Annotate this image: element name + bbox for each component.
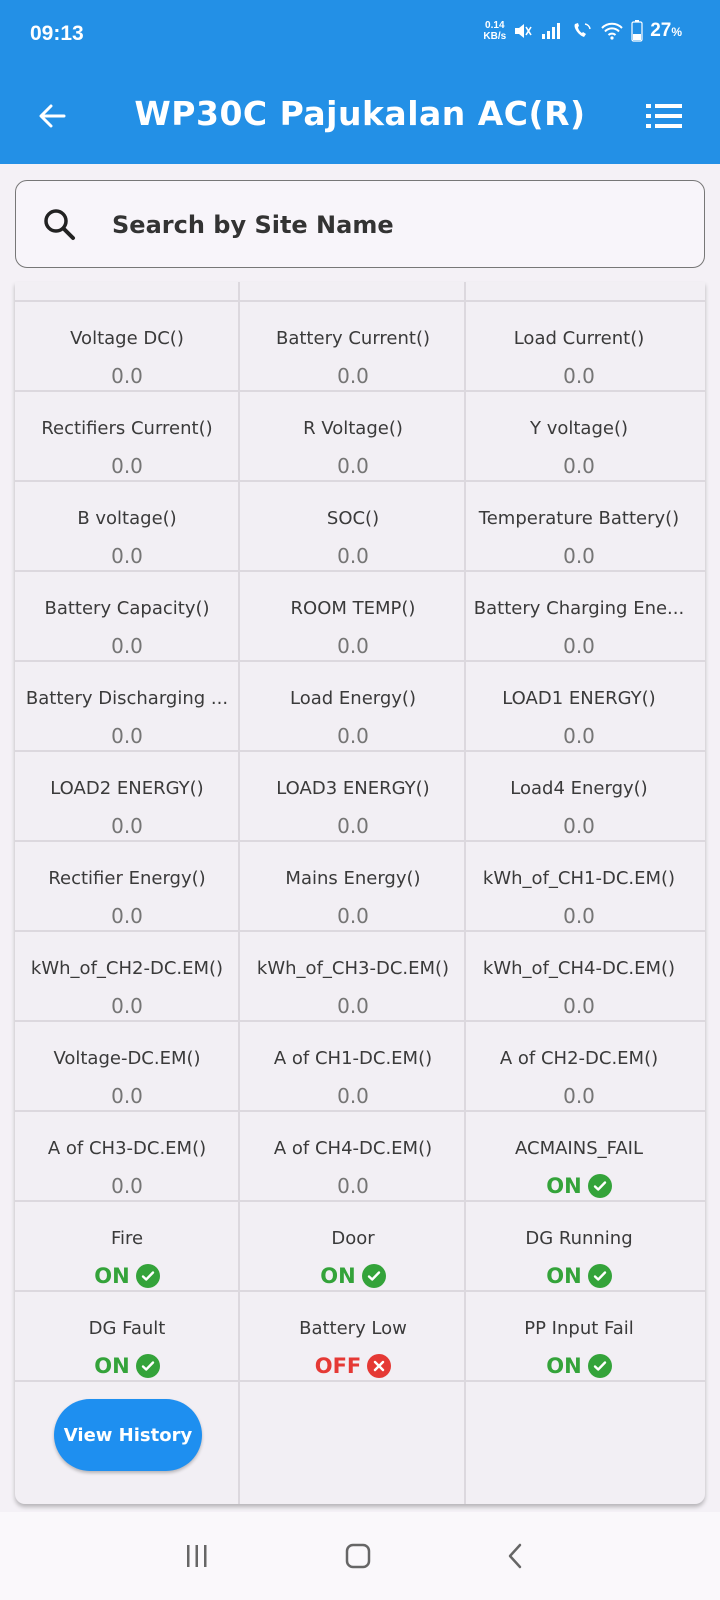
reading-label: PP Input Fail [524,1318,634,1339]
reading-cell [15,662,239,754]
reading-value-text: 0.0 [111,544,143,568]
reading-label: kWh_of_CH2-DC.EM() [30,958,224,979]
reading-value-text: 0.0 [111,1174,143,1198]
reading-value [111,814,143,838]
app-bar [0,0,720,164]
reading-value-text: 0.0 [337,904,369,928]
system-nav-bar [0,1512,720,1600]
reading-label: Mains Energy() [285,868,421,889]
reading-value [111,634,143,658]
reading-value-text: 0.0 [563,364,595,388]
reading-cell [15,842,239,934]
reading-label: Load4 Energy() [510,778,648,799]
reading-cell [15,1112,239,1204]
reading-cell [241,932,465,1024]
reading-value [337,544,369,568]
reading-label: kWh_of_CH4-DC.EM() [482,958,676,979]
reading-label: Battery Low [299,1318,407,1339]
reading-cell [467,1112,691,1204]
reading-value-text: 0.0 [111,364,143,388]
reading-label: Voltage DC() [70,328,184,349]
mute-icon [513,21,533,41]
reading-value [111,904,143,928]
search-icon [40,205,80,245]
reading-value [111,724,143,748]
reading-label: LOAD2 ENERGY() [50,778,204,799]
reading-label: Battery Capacity() [44,598,210,619]
reading-value-text: 0.0 [111,814,143,838]
reading-label: A of CH3-DC.EM() [47,1138,207,1159]
wifi-icon [600,21,624,41]
reading-value [111,1174,143,1198]
reading-value [111,544,143,568]
reading-value-text: 0.0 [337,454,369,478]
reading-cell [15,932,239,1024]
reading-label: A of CH2-DC.EM() [499,1048,659,1069]
network-speed [483,20,506,42]
reading-value-text: 0.0 [337,634,369,658]
menu-button[interactable] [644,100,684,132]
reading-value-text: 0.0 [563,634,595,658]
reading-label: Temperature Battery() [478,508,680,529]
reading-label: Y voltage() [529,418,628,439]
reading-label: Fire [110,1228,144,1249]
check-circle-icon [362,1264,386,1288]
reading-label: ACMAINS_FAIL [515,1138,643,1159]
reading-value [337,904,369,928]
reading-cell [467,1202,691,1294]
reading-value-text: 0.0 [563,544,595,568]
list-menu-icon [646,103,682,129]
reading-value-text: 0.0 [563,904,595,928]
reading-value-text: 0.0 [563,454,595,478]
reading-cell [467,1292,691,1384]
reading-cell [241,1112,465,1204]
reading-cell [15,752,239,844]
check-circle-icon [588,1354,612,1378]
reading-label: A of CH1-DC.EM() [273,1048,433,1069]
status-time: 09:13 [30,22,84,45]
reading-label: Voltage-DC.EM() [53,1048,201,1069]
network-speed-value: 0.14 [485,20,505,31]
reading-cell [467,662,691,754]
reading-label: ROOM TEMP() [290,598,416,619]
view-history-button[interactable]: View History [54,1399,202,1471]
reading-cell [241,1292,465,1384]
reading-value-text: 0.0 [563,994,595,1018]
reading-label: kWh_of_CH1-DC.EM() [482,868,676,889]
reading-value [563,364,595,388]
reading-value-text: 0.0 [111,724,143,748]
reading-cell [241,752,465,844]
reading-value [337,724,369,748]
reading-value-text: 0.0 [337,544,369,568]
reading-label: Battery Current() [276,328,430,349]
reading-value-text: 0.0 [563,724,595,748]
reading-label: B voltage() [77,508,177,529]
reading-cell [467,572,691,664]
status-value [546,1174,611,1198]
battery-percent [650,20,682,42]
reading-value [563,454,595,478]
reading-value [563,904,595,928]
search-input[interactable] [112,207,672,243]
reading-cell [15,1022,239,1114]
reading-label: A of CH4-DC.EM() [273,1138,433,1159]
reading-value [111,364,143,388]
reading-value-text: 0.0 [337,814,369,838]
status-text: ON [546,1174,582,1198]
reading-label: Load Energy() [290,688,416,709]
reading-cell [241,392,465,484]
reading-cell [241,842,465,934]
recents-icon [182,1541,212,1571]
status-value [94,1354,159,1378]
reading-cell [241,482,465,574]
reading-value-text: 0.0 [563,814,595,838]
reading-cell [15,482,239,574]
status-icons [483,20,682,42]
reading-cell [241,302,465,394]
reading-label: DG Fault [88,1318,166,1339]
reading-cell [241,1202,465,1294]
reading-label: Door [331,1228,375,1249]
reading-cell [15,572,239,664]
reading-cell [467,482,691,574]
status-text: ON [546,1264,582,1288]
recents-button[interactable] [175,1534,219,1578]
reading-value [563,994,595,1018]
battery-icon [631,20,643,42]
reading-value [563,1084,595,1108]
reading-cell [241,662,465,754]
reading-cell [467,302,691,394]
status-text: ON [94,1264,130,1288]
reading-label: Rectifier Energy() [48,868,206,889]
reading-value [563,544,595,568]
reading-value [337,814,369,838]
reading-value-text: 0.0 [111,454,143,478]
check-circle-icon [136,1264,160,1288]
reading-label: SOC() [326,508,380,529]
check-circle-icon [588,1264,612,1288]
reading-cell [467,932,691,1024]
reading-value [563,724,595,748]
reading-value [337,454,369,478]
reading-value-text: 0.0 [111,634,143,658]
reading-value [563,634,595,658]
search-box[interactable] [15,180,705,268]
reading-value [337,364,369,388]
status-text: OFF [314,1354,362,1378]
reading-cell [15,1202,239,1294]
reading-value-text: 0.0 [563,1084,595,1108]
page-title: WP30C Pajukalan AC(R) [134,94,586,133]
reading-cell [467,1022,691,1114]
reading-value [111,1084,143,1108]
reading-value-text: 0.0 [337,994,369,1018]
reading-cell [241,572,465,664]
reading-label: Battery Discharging ... [25,688,229,709]
status-value [546,1354,611,1378]
check-circle-icon [136,1354,160,1378]
signal-icon [540,21,564,41]
reading-value-text: 0.0 [337,364,369,388]
readings-card [15,282,705,1504]
reading-label: Battery Charging Ene... [473,598,685,619]
reading-value [337,1084,369,1108]
reading-cell [15,302,239,394]
reading-cell [15,1292,239,1384]
x-circle-icon [367,1354,391,1378]
reading-cell [241,1022,465,1114]
reading-value [563,814,595,838]
reading-value [337,1174,369,1198]
reading-value-text: 0.0 [111,904,143,928]
reading-value [111,454,143,478]
status-text: ON [546,1354,582,1378]
reading-label: kWh_of_CH3-DC.EM() [256,958,450,979]
battery-percent-value: 27 [650,20,672,41]
status-text: ON [94,1354,130,1378]
nav-back-icon [501,1541,531,1571]
reading-label: Rectifiers Current() [41,418,213,439]
status-value [546,1264,611,1288]
reading-label: R Voltage() [303,418,403,439]
reading-cell [467,392,691,484]
home-button[interactable] [336,1534,380,1578]
status-text: ON [320,1264,356,1288]
reading-value [337,994,369,1018]
reading-label: LOAD1 ENERGY() [502,688,656,709]
check-circle-icon [588,1174,612,1198]
reading-cell [467,752,691,844]
battery-percent-unit: % [671,25,682,39]
reading-cell [467,842,691,934]
reading-label: Load Current() [513,328,645,349]
home-icon [343,1541,373,1571]
status-value [94,1264,159,1288]
reading-value-text: 0.0 [111,1084,143,1108]
reading-label: LOAD3 ENERGY() [276,778,430,799]
reading-value [337,634,369,658]
reading-cell [15,392,239,484]
reading-value-text: 0.0 [337,1174,369,1198]
reading-value-text: 0.0 [111,994,143,1018]
reading-value-text: 0.0 [337,724,369,748]
wifi-call-icon [571,21,593,41]
reading-value-text: 0.0 [337,1084,369,1108]
status-value [320,1264,385,1288]
reading-label: DG Running [525,1228,633,1249]
reading-value [111,994,143,1018]
nav-back-button[interactable] [494,1534,538,1578]
network-speed-unit: KB/s [483,31,507,42]
status-value [315,1354,392,1378]
